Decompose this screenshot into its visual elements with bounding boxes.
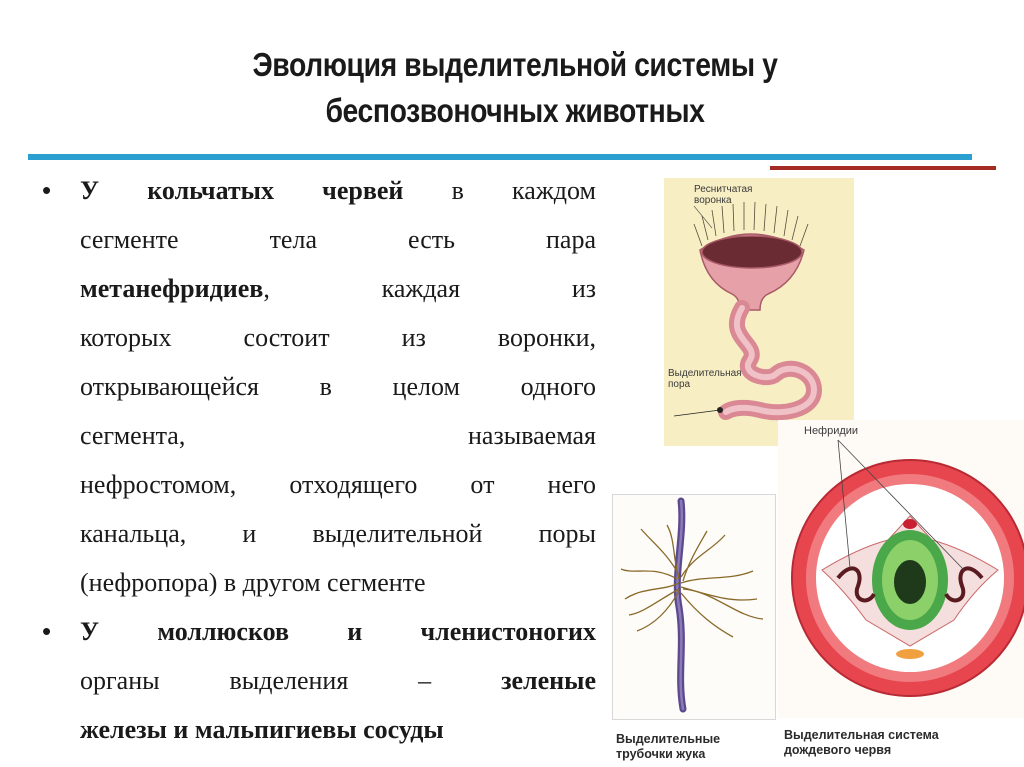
figure-nephridium — [664, 178, 854, 446]
bullet-line — [80, 656, 596, 705]
bullet-marker: • — [42, 616, 52, 646]
label-ciliated-funnel: Реснитчатая воронка — [694, 184, 753, 206]
slide-title — [175, 42, 854, 134]
title-line-1: Эволюция выделительной системы у — [252, 46, 778, 83]
bold-term: У моллюсков и членистоногих — [80, 617, 596, 646]
bold-term: метанефридиев — [80, 274, 264, 303]
title-line-2: беспозвоночных животных — [325, 92, 705, 129]
bullet-line: которых состоит из воронки, — [80, 323, 596, 352]
bullet-line: сегмента, называемая — [80, 421, 596, 450]
text-run: органы выделения – — [80, 666, 502, 695]
label-excretory-pore: Выделительная пора — [668, 368, 742, 390]
bullet-line: нефростомом, отходящего от него — [80, 470, 596, 499]
figure-earthworm-section — [778, 420, 1024, 718]
bullet-line — [80, 264, 596, 313]
caption-beetle-tubules: Выделительные трубочки жука — [616, 732, 721, 761]
bold-term: железы и мальпигиевы сосуды — [80, 715, 444, 744]
bold-term: зеленые — [501, 666, 596, 695]
bullet-marker: • — [42, 175, 52, 205]
nephridium-illustration — [664, 178, 854, 446]
bullet-line: открывающейся в целом одного — [80, 372, 596, 401]
bullet-line: сегменте тела есть пара — [80, 225, 596, 254]
label-nephridia: Нефридии — [804, 425, 859, 437]
earthworm-crosssection-illustration — [778, 420, 1024, 718]
bullet-line — [80, 705, 596, 754]
figure-beetle-tubules — [612, 494, 776, 720]
bullet-line — [80, 166, 596, 215]
bullet-molluscs — [40, 607, 596, 754]
bullet-list — [40, 166, 596, 754]
text-run: , каждая из — [263, 274, 596, 303]
bullet-line — [80, 607, 596, 656]
bullet-line: (нефропора) в другом сегменте — [80, 568, 426, 597]
title-divider-red — [770, 166, 996, 170]
bullet-annelids — [40, 166, 596, 607]
text-run: в каждом — [403, 176, 596, 205]
bullet-line: канальца, и выделительной поры — [80, 519, 596, 548]
caption-earthworm-system: Выделительная система дождевого червя — [784, 728, 939, 757]
title-divider-blue — [28, 154, 972, 160]
malpighian-tubules-illustration — [613, 495, 775, 719]
bold-term: У кольчатых червей — [80, 176, 404, 205]
